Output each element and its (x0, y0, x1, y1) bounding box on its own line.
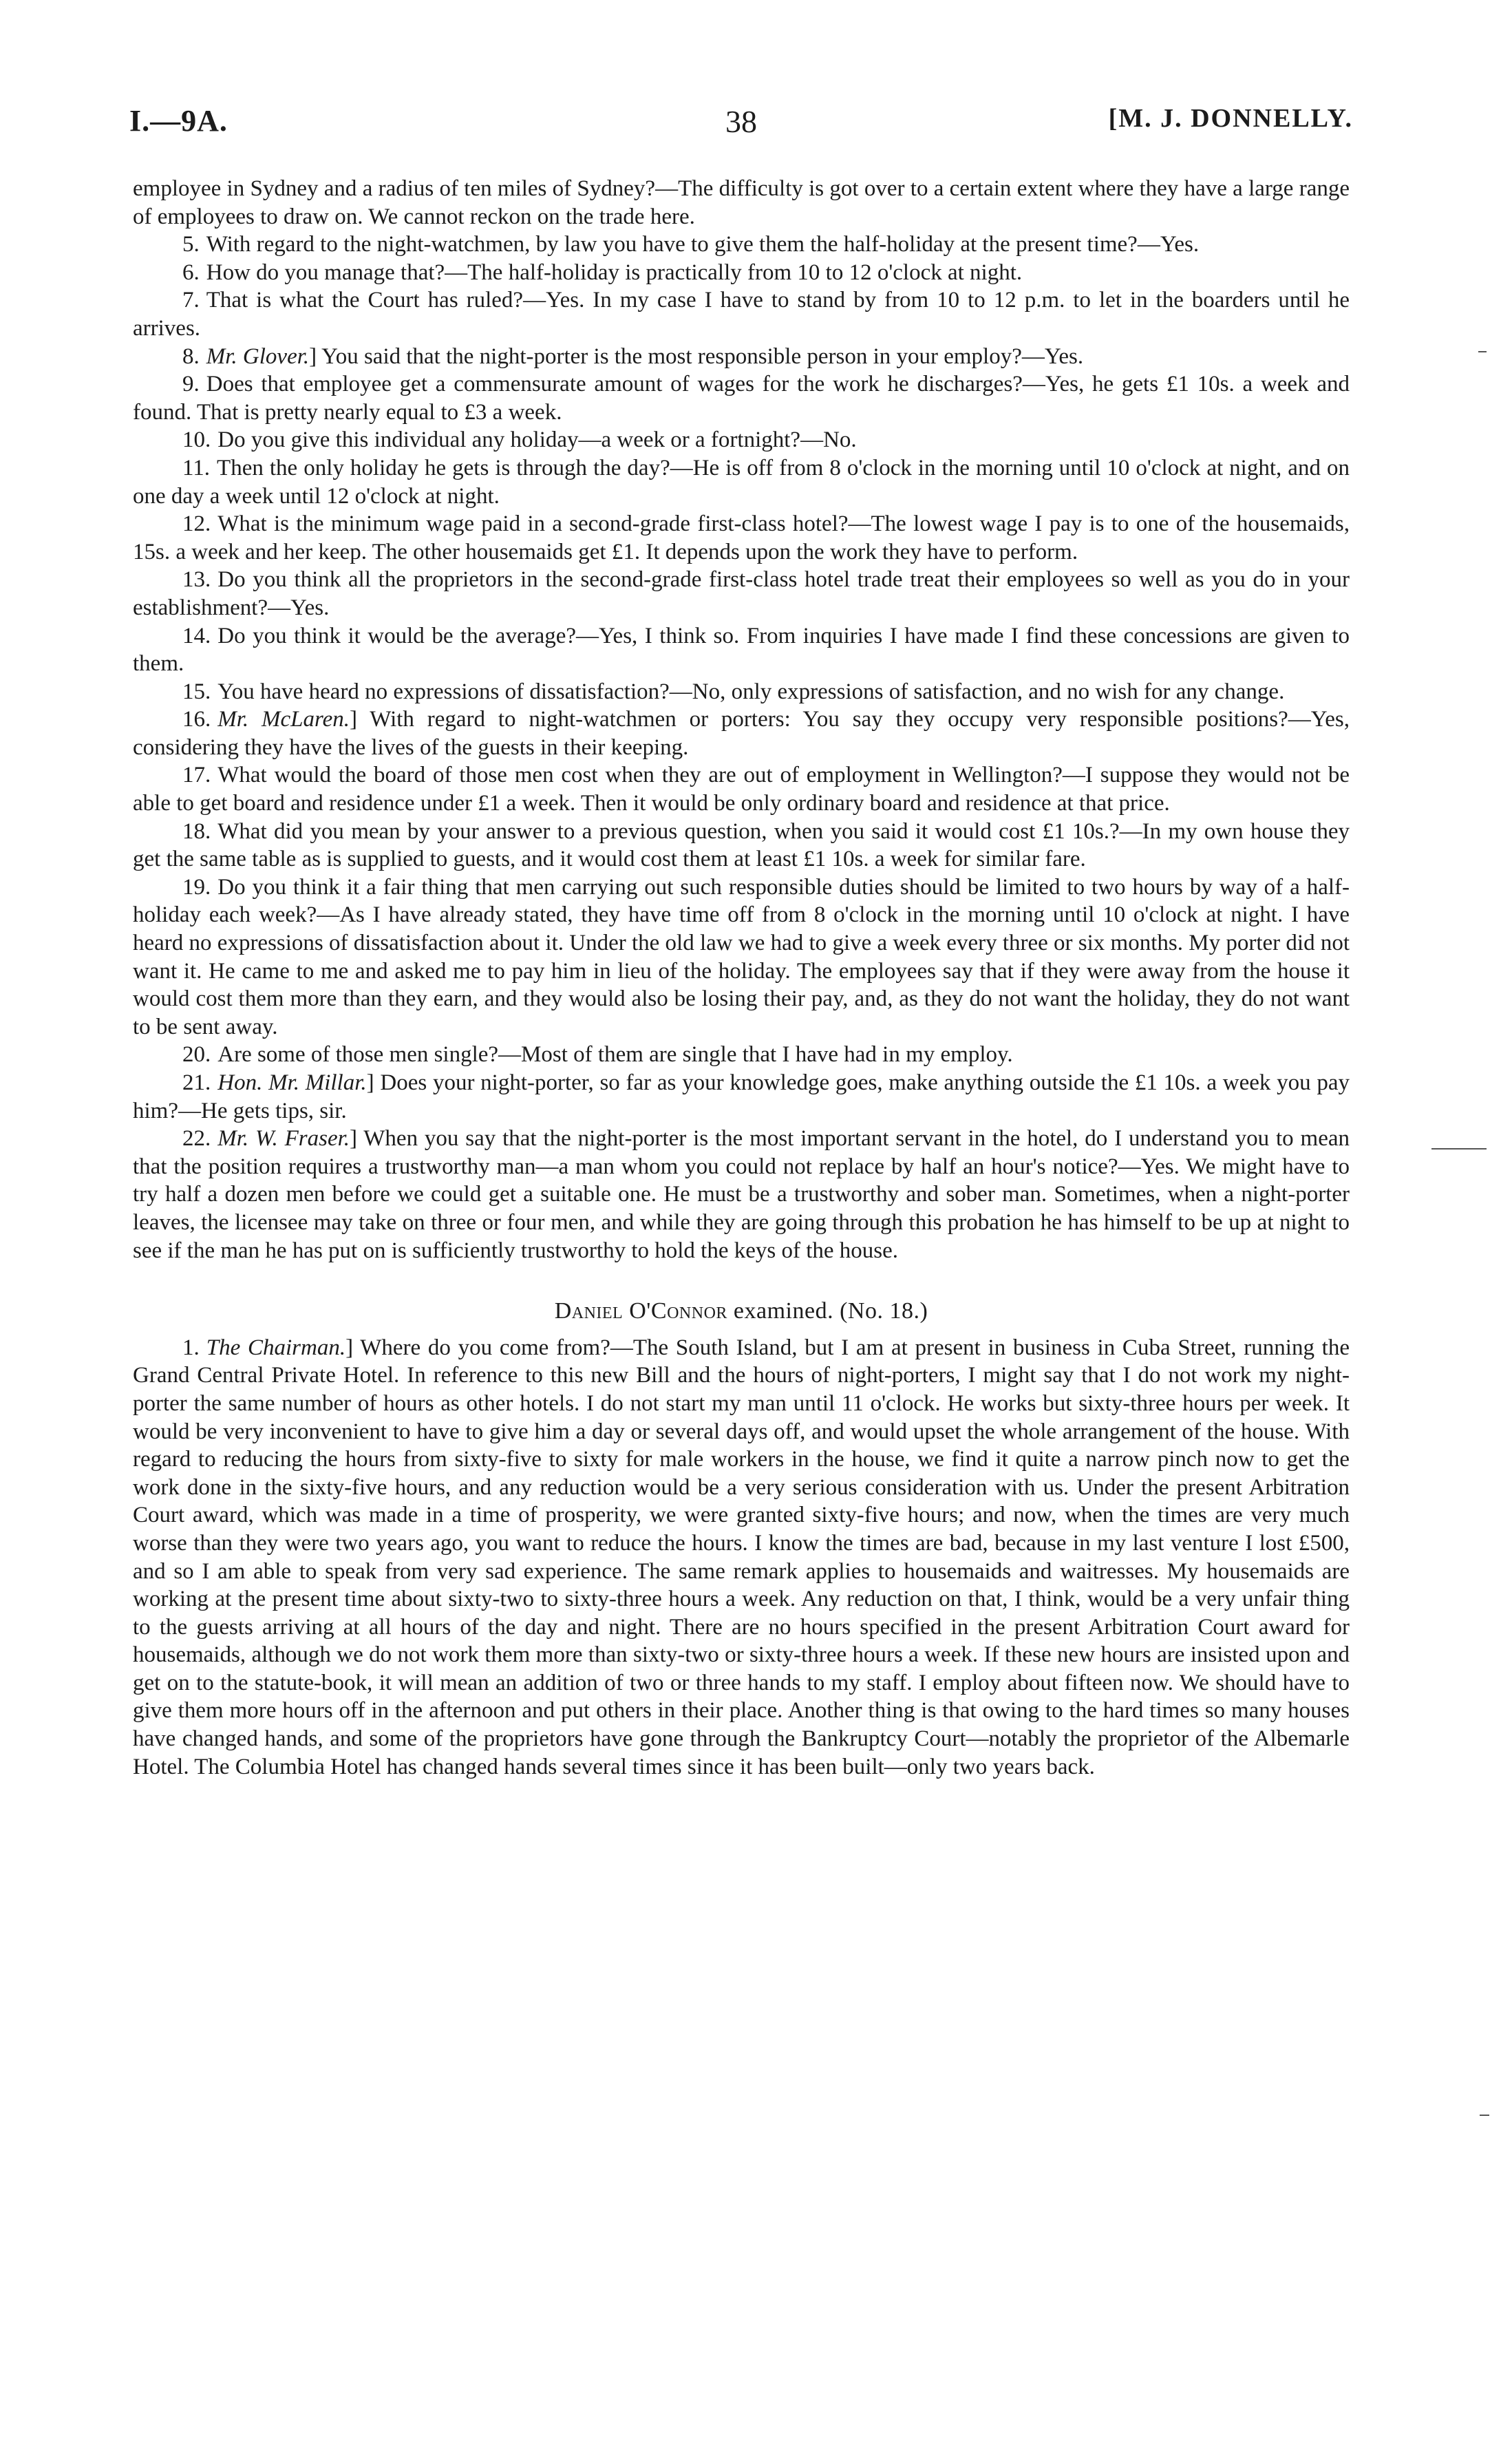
page-header (129, 103, 1353, 145)
qa-text: You said that the night-porter is the most responsible person in your employ?—Yes. (321, 343, 1084, 369)
question-number: 1. (182, 1335, 200, 1360)
speaker-bracket: ] (309, 343, 322, 369)
question-number: 18. (182, 818, 211, 844)
speaker-bracket: ] (350, 707, 370, 732)
qa-text: What did you mean by your answer to a previous question, when you said it would cost £1 10s.?—In my own house they get the same table as is supplied to guests, and it would cost them at least £1 10s. a week for similar fare. (133, 818, 1350, 872)
qa-entry (133, 706, 1350, 761)
qa-entry (133, 761, 1350, 817)
qa-entry (133, 454, 1350, 510)
question-number: 22. (182, 1126, 211, 1152)
qa-entry (133, 231, 1350, 259)
speaker-name: Hon. Mr. Millar. (217, 1070, 367, 1095)
qa-text: What would the board of those men cost when they are out of employment in Wellington?—I suppose they would not be able to get board and residence under £1 a week. Then it would be only ordinary board and residence at that price. (133, 763, 1350, 816)
question-number: 16. (182, 707, 211, 732)
qa-entry (133, 286, 1350, 342)
qa-text: With regard to night-watchmen or porters: You say they occupy very responsible positions?—Yes, considering they have the lives of the guests in their keeping. (133, 707, 1350, 760)
qa-entry (133, 1069, 1350, 1125)
speaker-name: Mr. Glover. (206, 343, 310, 369)
qa-text: With regard to the night-watchmen, by law you have to give them the half-holiday at the present time?—Yes. (206, 232, 1200, 257)
qa-entry (133, 426, 1350, 454)
qa-text: Does your night-porter, so far as your knowledge goes, make anything outside the £1 10s. a week you pay him?—He gets tips, sir. (133, 1070, 1350, 1123)
qa-text: That is what the Court has ruled?—Yes. In my case I have to stand by from 10 to 12 p.m. to let in the boarders until he arrives. (133, 288, 1350, 341)
question-number: 11. (182, 455, 211, 480)
question-number: 9. (182, 372, 200, 397)
question-number: 5. (182, 232, 200, 257)
speaker-bracket: ] (350, 1126, 364, 1152)
qa-entry (133, 818, 1350, 873)
margin-mark (1480, 2115, 1489, 2116)
question-number: 14. (182, 623, 211, 648)
speaker-name: Mr. W. Fraser. (217, 1126, 350, 1152)
qa-entry (133, 1334, 1350, 1781)
qa-entry (133, 343, 1350, 371)
witness-evidence (133, 1334, 1350, 1781)
question-list (133, 231, 1350, 1264)
qa-text: Does that employee get a commensurate amount of wages for the work he discharges?—Yes, he gets £1 10s. a week and found. That is pretty nearly equal to £3 a week. (133, 372, 1350, 425)
qa-text: Do you give this individual any holiday—a week or a fortnight?—No. (217, 427, 857, 453)
witness-name: Daniel O'Connor (554, 1298, 727, 1324)
qa-text: Do you think all the proprietors in the second-grade first-class hotel trade treat their employees so well as you do in your establishment?—Yes. (133, 567, 1350, 620)
question-number: 7. (182, 288, 200, 313)
question-number: 12. (182, 511, 211, 537)
qa-entry (133, 678, 1350, 706)
question-number: 6. (182, 259, 200, 285)
qa-text: How do you manage that?—The half-holiday is practically from 10 to 12 o'clock at night. (206, 259, 1023, 285)
qa-entry (133, 1125, 1350, 1264)
continued-answer: employee in Sydney and a radius of ten miles of Sydney?—The difficulty is got over to a certain extent where they have a large range of employees to draw on. We cannot reckon on the trade here. (133, 176, 1350, 229)
margin-mark (1431, 1148, 1487, 1150)
qa-entry (133, 622, 1350, 678)
question-number: 19. (182, 874, 211, 900)
question-number: 15. (182, 679, 211, 704)
qa-text: Do you think it a fair thing that men carrying out such responsible duties should be limited to two hours by way of a half-holiday each week?—As I have already stated, they have time off from 8 o'clock in the morning until 10 o'clock at night. I have heard no expressions of dissatisfaction about it. Under the old law we had to give a week every three or six months. My porter did not want it. He came to me and asked me to pay him in lieu of the holiday. The employees say that if they were away from the house it would cost them more than they earn, and they would also be losing their pay, and, as they do not want the holiday, they do not want to be sent away. (133, 874, 1350, 1039)
witness-heading-rest: examined. (No. 18.) (733, 1298, 928, 1324)
qa-text: Where do you come from?—The South Island, but I am at present in business in Cuba Street, running the Grand Central Private Hotel. In reference to this new Bill and the hours of night-porters, I might say that I do not work my night-porter the same number of hours as other hotels. I do not start my man until 11 o'clock. He works but sixty-three hours per week. It would be very inconvenient to have to give him a day or several days off, and would upset the whole arrangement of the house. With regard to reducing the hours from sixty-five to sixty for male workers in the house, we find it quite a narrow pinch now to get the work done in the sixty-five hours, and any reduction would be a very serious consideration with us. Under the present Arbitration Court award, which was made in a time of prosperity, we were granted sixty-five hours; and now, when the times are very much worse than they were two years ago, you want to reduce the hours. I know the times are bad, because in my last venture I lost £500, and so I am able to speak from very sad experience. The same remark applies to housemaids and waitresses. My housemaids are working at the present time about sixty-two to sixty-three hours a week. Any reduction on that, I think, would be a very unfair thing to the guests arriving at all hours of the day and night. There are no hours specified in the present Arbitration Court award for housemaids, although we do not work them more than sixty-two or sixty-three hours a week. If these new hours are insisted upon and get on to the statute-book, it will mean an addition of two or three hands to my staff. I employ about fifteen now. We should have to give them more hours off in the afternoon and put others in their place. Another thing is that owing to the hard times so many houses have changed hands, and some of the proprietors have gone through the Bankruptcy Court—notably the proprietor of the Albemarle Hotel. The Columbia Hotel has changed hands several times since it has been built—only two years back. (133, 1335, 1350, 1779)
qa-entry (133, 873, 1350, 1041)
qa-text: When you say that the night-porter is the most important servant in the hotel, do I understand you to mean that the position requires a trustworthy man—a man whom you could not replace by half an hour's notice?—Yes. We might have to try half a dozen men before we could get a suitable one. He must be a trustworthy and sober man. Sometimes, when a night-porter leaves, the licensee may take on three or four men, and while they are going through this probation he has himself to be up at night to see if the man he has put on is sufficiently trustworthy to hold the keys of the house. (133, 1126, 1350, 1263)
qa-text: Then the only holiday he gets is through the day?—He is off from 8 o'clock in the morning until 10 o'clock at night, and on one day a week until 12 o'clock at night. (133, 455, 1350, 509)
qa-entry (133, 259, 1350, 287)
page-body (133, 175, 1350, 1781)
qa-text: What is the minimum wage paid in a second-grade first-class hotel?—The lowest wage I pay is to one of the housemaids, 15s. a week and her keep. The other housemaids get £1. It depends upon the work they have to perform. (133, 511, 1350, 564)
witness-running-head: [M. J. DONNELLY. (1108, 104, 1353, 133)
question-number: 13. (182, 567, 211, 593)
speaker-bracket: ] (345, 1335, 361, 1360)
qa-text: Are some of those men single?—Most of them are single that I have had in my employ. (217, 1042, 1013, 1068)
qa-entry (133, 510, 1350, 566)
question-number: 17. (182, 763, 211, 788)
paper-reference: I.—9A. (129, 104, 228, 138)
question-number: 20. (182, 1042, 211, 1068)
question-number: 10. (182, 427, 211, 453)
qa-text: You have heard no expressions of dissatisfaction?—No, only expressions of satisfaction, and no wish for any change. (217, 679, 1285, 704)
qa-entry (133, 1041, 1350, 1069)
speaker-name: The Chairman. (206, 1335, 346, 1360)
question-number: 21. (182, 1070, 211, 1095)
qa-entry (133, 566, 1350, 622)
qa-entry (133, 370, 1350, 426)
speaker-bracket: ] (366, 1070, 381, 1095)
page-number: 38 (725, 104, 757, 139)
margin-mark (1478, 351, 1487, 352)
witness-heading (133, 1297, 1350, 1326)
speaker-name: Mr. McLaren. (217, 707, 350, 732)
question-number: 8. (182, 343, 200, 369)
qa-text: Do you think it would be the average?—Yes, I think so. From inquiries I have made I find these concessions are given to them. (133, 623, 1350, 677)
